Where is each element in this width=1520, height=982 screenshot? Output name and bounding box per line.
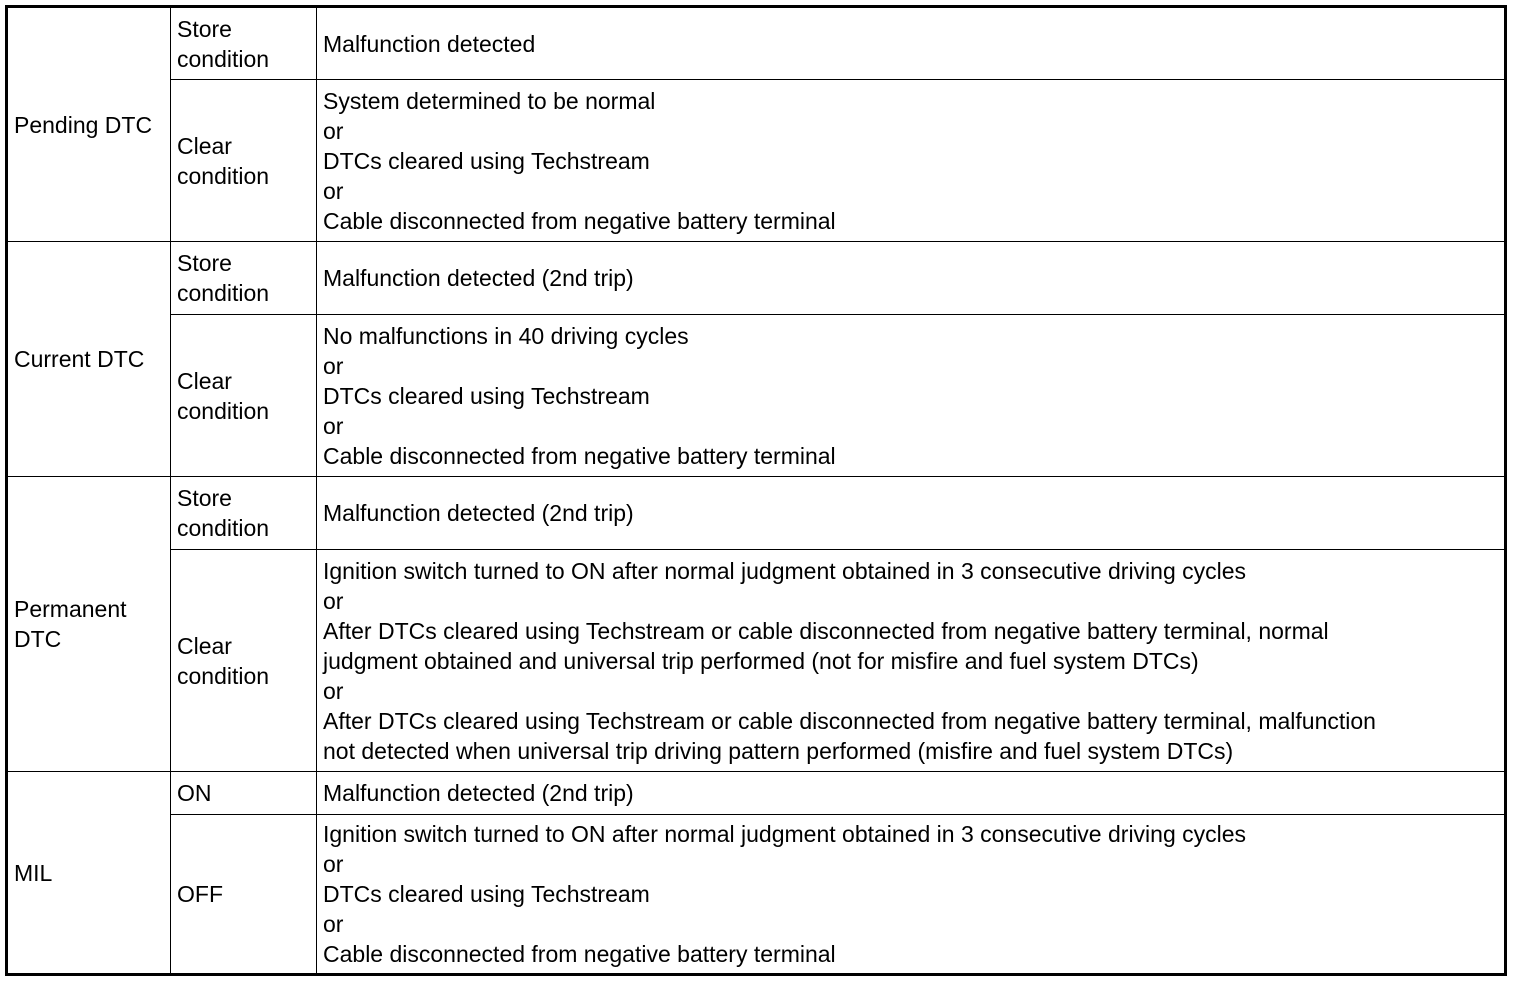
table-row [7,242,1506,315]
current-clear-condition-text: No malfunctions in 40 driving cycles or DTCs cleared using Techstream or Cable disconnected from negative battery terminal [317,315,1506,477]
table-row [7,315,1506,477]
permanent-clear-condition-text: Ignition switch turned to ON after normal judgment obtained in 3 consecutive driving cycles or After DTCs cleared using Techstream or cable disconnected from negative battery terminal, normal judgment obtained and universal trip performed (not for misfire and fuel system DTCs) or After DTCs cleared using Techstream or cable disconnected from negative battery terminal, malfunction not detected when universal trip driving pattern performed (misfire and fuel system DTCs) [317,550,1506,772]
pending-clear-condition-text: System determined to be normal or DTCs cleared using Techstream or Cable disconnected from negative battery terminal [317,80,1506,242]
clear-condition-label: Clear condition [171,315,317,477]
current-store-condition-text: Malfunction detected (2nd trip) [317,242,1506,315]
table-row [7,772,1506,815]
mil-on-label: ON [171,772,317,815]
store-condition-label: Store condition [171,477,317,550]
table-row [7,477,1506,550]
pending-store-condition-text: Malfunction detected [317,7,1506,80]
clear-condition-label: Clear condition [171,80,317,242]
table-row [7,80,1506,242]
row-header-mil [7,772,171,975]
store-condition-label: Store condition [171,242,317,315]
table-row [7,7,1506,80]
mil-off-text: Ignition switch turned to ON after normal judgment obtained in 3 consecutive driving cycles or DTCs cleared using Techstream or Cable disconnected from negative battery terminal [317,815,1506,975]
table-row [7,550,1506,772]
pending-dtc-label: Pending DTC [14,111,153,138]
row-header-current-dtc [7,242,171,477]
row-header-pending-dtc [7,7,171,242]
store-condition-label: Store condition [171,7,317,80]
clear-condition-label: Clear condition [171,550,317,772]
row-header-permanent-dtc: Permanent DTC [7,477,171,772]
current-dtc-label: Current DTC [14,346,145,372]
mil-off-label: OFF [171,815,317,975]
table-row [7,815,1506,975]
permanent-store-condition-text: Malfunction detected (2nd trip) [317,477,1506,550]
mil-label: MIL [14,859,53,886]
mil-on-text: Malfunction detected (2nd trip) [317,772,1506,815]
dtc-condition-table [5,5,1507,976]
